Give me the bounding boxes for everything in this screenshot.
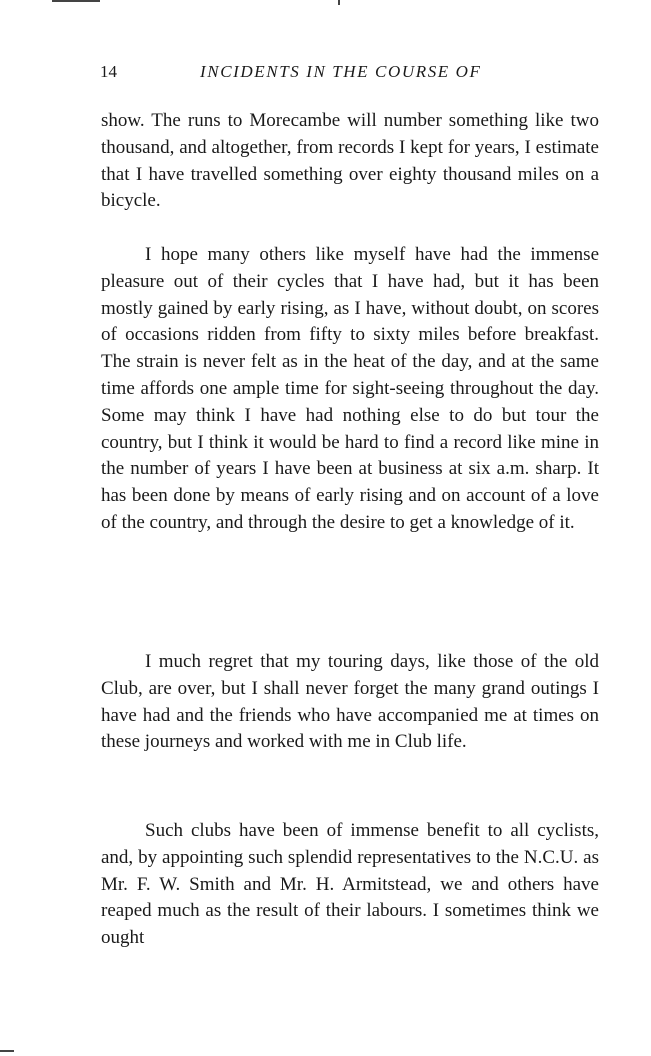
scan-mark xyxy=(0,1050,14,1052)
page-number: 14 xyxy=(100,62,117,81)
paragraph: I hope many others like myself have had the immense pleasure out of their cycles that I have had, but it has been mostly gained by early rising, as I have, without doubt, on scores of occasions ridden from fifty to sixty miles before breakfast. The strain is never felt as in the heat of the day, and at the same time affords one ample time for sight-seeing throughout the day. Some may think I have had nothing else to do but tour the country, but I think it would be hard to find a record like mine in the number of years I have been at business at six a.m. sharp. It has been done by means of early rising and on account of a love of the country, and through the desire to get a knowledge of it. xyxy=(101,244,599,533)
scan-mark xyxy=(52,0,100,2)
running-head: INCIDENTS IN THE COURSE OF xyxy=(200,62,482,81)
paragraph: show. The runs to Morecambe will number something like two thousand, and altogether, from records I kept for years, I estimate that I have travelled something over eighty thousand miles on a bicycle. xyxy=(101,110,599,212)
paragraph: Such clubs have been of immense benefit to all cyclists, and, by appointing such splendid representatives to the N.C.U. as Mr. F. W. Smith and Mr. H. Armitstead, we and others have reaped much as the result of their labours. I sometimes think we ought xyxy=(101,820,599,949)
page-header xyxy=(100,62,600,88)
scan-mark xyxy=(338,0,340,5)
paragraph: I much regret that my touring days, like those of the old Club, are over, but I shall never forget the many grand outings I have had and the friends who have accompanied me at times on these journeys and worked with me in Club life. xyxy=(101,651,599,753)
